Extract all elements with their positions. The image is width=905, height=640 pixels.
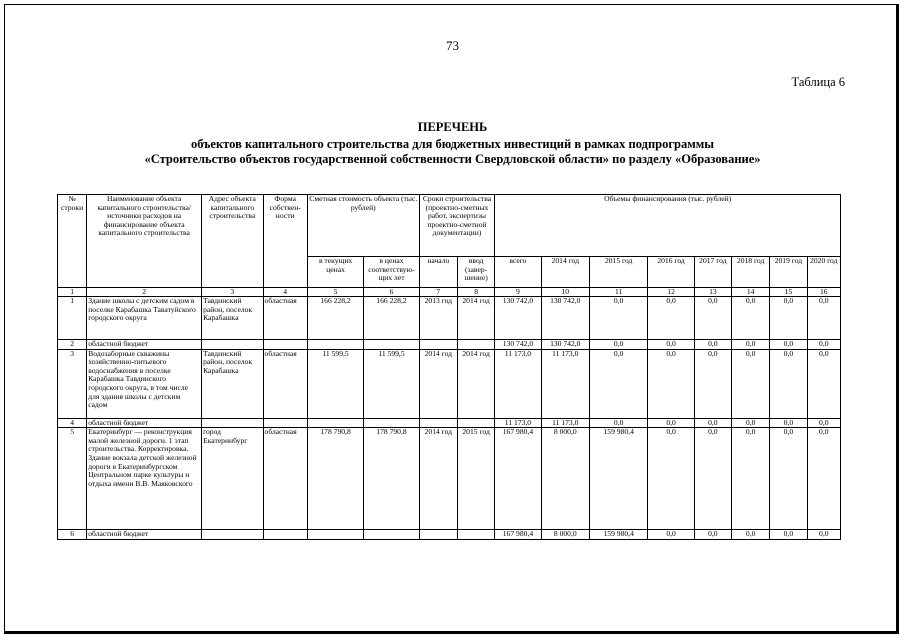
table-body	[58, 297, 841, 540]
header-start: начало	[419, 257, 457, 288]
table-cell: 130 742,0	[495, 297, 541, 340]
header-total: всего	[495, 257, 541, 288]
table-cell	[419, 340, 457, 350]
header-address: Адрес объекта капитального строительства	[202, 195, 263, 288]
table-cell: 11 173,0	[541, 418, 589, 428]
table-cell: Здание школы с детским садом в поселке Карабашка Таватуйского городского округа	[87, 297, 202, 340]
table-cell: 0,0	[694, 297, 731, 340]
table-cell: 4	[58, 418, 87, 428]
table-cell	[307, 418, 363, 428]
table-cell: 1	[58, 297, 87, 340]
table-cell: 0,0	[589, 349, 647, 418]
table-cell	[457, 530, 494, 540]
table-cell: 0,0	[807, 530, 840, 540]
table-cell: областная	[263, 297, 307, 340]
column-number: 13	[694, 288, 731, 297]
table-cell: 0,0	[694, 418, 731, 428]
header-2016: 2016 год	[648, 257, 694, 288]
column-number: 9	[495, 288, 541, 297]
table-cell: 0,0	[648, 428, 694, 530]
table-cell: 130 742,0	[541, 297, 589, 340]
table-cell: 0,0	[807, 297, 840, 340]
table-cell: 5	[58, 428, 87, 530]
table-cell: 0,0	[732, 418, 770, 428]
table-cell	[364, 418, 419, 428]
header-2017: 2017 год	[694, 257, 731, 288]
column-number: 8	[457, 288, 494, 297]
table-cell: 0,0	[648, 530, 694, 540]
table-cell	[419, 530, 457, 540]
title-line-3: «Строительство объектов государственной собственности Свердловской области» по разделу «Образование»	[144, 152, 761, 166]
table-cell	[419, 418, 457, 428]
table-cell: 2014 год	[419, 428, 457, 530]
table-cell	[202, 530, 263, 540]
table-cell: 0,0	[770, 428, 807, 530]
table-cell: 0,0	[648, 340, 694, 350]
table-cell: 8 000,0	[541, 428, 589, 530]
table-cell: областная	[263, 349, 307, 418]
column-number: 15	[770, 288, 807, 297]
header-no: № строки	[58, 195, 87, 288]
column-number: 10	[541, 288, 589, 297]
table-cell: 0,0	[694, 428, 731, 530]
table-cell: 11 173,0	[495, 418, 541, 428]
table-row	[58, 428, 841, 530]
table-cell	[364, 530, 419, 540]
table-cell: 11 173,0	[495, 349, 541, 418]
table-cell: 0,0	[589, 297, 647, 340]
table-cell: 2014 год	[457, 349, 494, 418]
table-cell: 0,0	[732, 349, 770, 418]
table-cell: 0,0	[589, 418, 647, 428]
header-2020: 2020 год	[807, 257, 840, 288]
table-cell: 130 742,0	[495, 340, 541, 350]
column-number: 12	[648, 288, 694, 297]
table-cell: 167 980,4	[495, 530, 541, 540]
column-number: 6	[364, 288, 419, 297]
table-cell: 0,0	[648, 297, 694, 340]
table-cell: областная	[263, 428, 307, 530]
table-row	[58, 297, 841, 340]
header-2015: 2015 год	[589, 257, 647, 288]
column-numbers-row	[58, 288, 841, 297]
table-cell: 0,0	[694, 340, 731, 350]
column-number: 4	[263, 288, 307, 297]
header-end: ввод (завер-шение)	[457, 257, 494, 288]
column-number: 3	[202, 288, 263, 297]
table-cell: 0,0	[732, 428, 770, 530]
column-number: 16	[807, 288, 840, 297]
table-cell: областной бюджет	[87, 418, 202, 428]
table-cell: 159 980,4	[589, 428, 647, 530]
table-cell: город Екатеринбург	[202, 428, 263, 530]
table-cell	[263, 530, 307, 540]
table-cell: 130 742,0	[541, 340, 589, 350]
table-cell	[263, 418, 307, 428]
table-cell: областной бюджет	[87, 530, 202, 540]
header-2014: 2014 год	[541, 257, 589, 288]
table-cell: Екатеринбург — реконструкция малой железной дороги. 1 этап строительства. Корректировка. Здание вокзала детской железной дороги в Екатеринбургском Центральном парке культуры и отдыха имени В.В. Маяковского	[87, 428, 202, 530]
header-cost-period: в ценах соответствую-щих лет	[364, 257, 419, 288]
column-number: 5	[307, 288, 363, 297]
table-cell: 8 000,0	[541, 530, 589, 540]
table-cell: 0,0	[732, 297, 770, 340]
table-cell: 0,0	[807, 418, 840, 428]
column-number: 14	[732, 288, 770, 297]
table-cell: 166 228,2	[307, 297, 363, 340]
table-row	[58, 349, 841, 418]
column-number: 2	[87, 288, 202, 297]
table-cell: Тавдинский район, поселок Карабашка	[202, 349, 263, 418]
header-2018: 2018 год	[732, 257, 770, 288]
title-line-1: ПЕРЕЧЕНЬ	[417, 120, 488, 134]
table-cell: 2015 год	[457, 428, 494, 530]
table-cell: 0,0	[770, 340, 807, 350]
table-cell: 0,0	[589, 340, 647, 350]
table-cell: 0,0	[807, 349, 840, 418]
table-cell: 6	[58, 530, 87, 540]
table-cell: областной бюджет	[87, 340, 202, 350]
table-cell: 3	[58, 349, 87, 418]
table-cell	[263, 340, 307, 350]
header-terms: Сроки строительства (проектно-сметных работ, экспертизы проектно-сметной документации)	[419, 195, 495, 257]
table-cell: 178 790,8	[307, 428, 363, 530]
table-cell: 0,0	[694, 530, 731, 540]
table-cell: 2	[58, 340, 87, 350]
table-cell: 11 599,5	[307, 349, 363, 418]
header-2019: 2019 год	[770, 257, 807, 288]
table-row	[58, 530, 841, 540]
table-cell: 166 228,2	[364, 297, 419, 340]
table-label: Таблица 6	[791, 75, 845, 89]
table-cell: Водозаборные скважины хозяйственно-питьевого водоснабжения в поселке Карабашка Тавдинского городского округа, в том числе для здания школы с детским садом	[87, 349, 202, 418]
table-cell: 167 980,4	[495, 428, 541, 530]
table-cell	[457, 418, 494, 428]
table-cell: 0,0	[770, 349, 807, 418]
header-cost-current: в текущих ценах	[307, 257, 363, 288]
table-cell	[307, 530, 363, 540]
header-name: Наименование объекта капитального строительства/ источники расходов на финансирование объекта капитального строительства	[87, 195, 202, 288]
table-cell: 0,0	[770, 297, 807, 340]
table-cell: 0,0	[770, 418, 807, 428]
table-cell: 159 980,4	[589, 530, 647, 540]
table-cell: 0,0	[732, 340, 770, 350]
table-row	[58, 340, 841, 350]
column-number: 7	[419, 288, 457, 297]
table-cell: 0,0	[732, 530, 770, 540]
table-cell: 0,0	[770, 530, 807, 540]
column-number: 11	[589, 288, 647, 297]
table-cell	[202, 418, 263, 428]
table-cell: 178 790,8	[364, 428, 419, 530]
table-cell	[364, 340, 419, 350]
table-cell: Тавдинский район, поселок Карабашка	[202, 297, 263, 340]
table-cell: 2014 год	[419, 349, 457, 418]
table-cell: 0,0	[807, 428, 840, 530]
table-row	[58, 418, 841, 428]
table-cell: 2013 год	[419, 297, 457, 340]
column-number: 1	[58, 288, 87, 297]
table-cell: 11 173,0	[541, 349, 589, 418]
table-cell: 0,0	[648, 349, 694, 418]
table-cell: 0,0	[694, 349, 731, 418]
table-cell: 0,0	[648, 418, 694, 428]
table-cell: 2014 год	[457, 297, 494, 340]
page-number: 73	[446, 38, 459, 53]
table-cell: 0,0	[807, 340, 840, 350]
table-cell: 11 599,5	[364, 349, 419, 418]
header-cost: Сметная стоимость объекта (тыс. рублей)	[307, 195, 419, 257]
title-line-2: объектов капитального строительства для бюджетных инвестиций в рамках подпрограммы	[190, 137, 715, 151]
table-cell	[202, 340, 263, 350]
table-cell	[457, 340, 494, 350]
table-cell	[307, 340, 363, 350]
header-funding: Объемы финансирования (тыс. рублей)	[495, 195, 841, 257]
header-ownership: Форма собствен-ности	[263, 195, 307, 288]
objects-table	[57, 194, 841, 540]
